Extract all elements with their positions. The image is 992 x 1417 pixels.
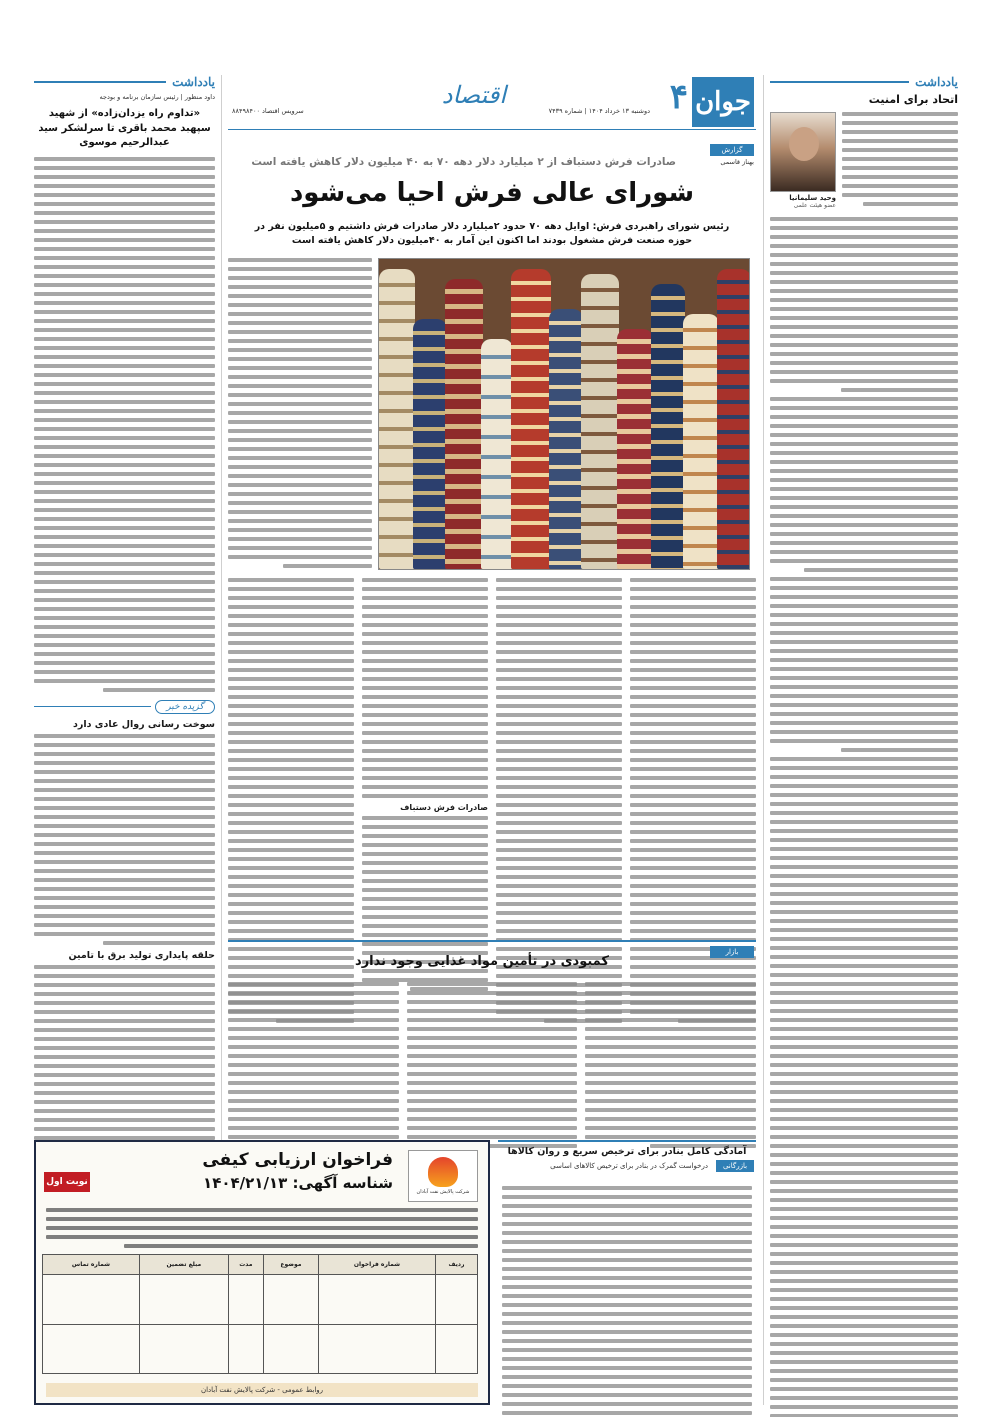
ad-body (46, 1208, 478, 1253)
newspaper-logo: جوان (692, 77, 754, 127)
right-section-tag (770, 75, 958, 89)
table-row (43, 1275, 478, 1325)
ports-article-headline: آمادگی کامل بنادر برای ترخیص سریع و روان کالاها (507, 1146, 747, 1157)
table-header: موضوع (264, 1255, 319, 1275)
left-column-title: «تداوم راه یزدان‌زاده» از شهید سپهبد محمد باقری تا سرلشکر سید عبدالرحیم موسوی (38, 108, 211, 148)
news-item-1-body (34, 734, 215, 945)
right-column-title: اتحاد برای امنیت (868, 93, 958, 106)
issue-info: دوشنبه ۱۳ خرداد ۱۴۰۴ | شماره ۷۴۳۹ (548, 107, 650, 115)
left-column-meta: داود منظور | رئیس سازمان برنامه و بودجه (99, 93, 215, 101)
table-header: ردیف (436, 1255, 478, 1275)
table-header: شماره فراخوان (318, 1255, 435, 1275)
refinery-logo-caption: شرکت پالایش نفت آبادان (416, 1189, 470, 1195)
page-number: ۴ (669, 77, 688, 117)
table-header: مبلغ تضمین (139, 1255, 228, 1275)
news-item-1-title: سوخت رسانی روال عادی دارد (73, 718, 215, 730)
article-subhead: صادرات فرش دستباف از ۲ میلیارد دلار دهه ۷۰ به ۴۰ میلیون دلار کاهش یافته است (251, 156, 676, 168)
author-photo (770, 112, 836, 192)
tender-advertisement (34, 1140, 490, 1405)
food-article-headline: کمبودی در تأمین مواد غذایی وجود ندارد (355, 954, 609, 969)
ad-footer: روابط عمومی - شرکت پالایش نفت آبادان (46, 1383, 478, 1397)
ad-notice-id: شناسه آگهی: ۱۴۰۴/۲۱/۱۳ (203, 1174, 393, 1192)
news-digest-tag (34, 700, 215, 714)
author-role: عضو هیئت علمی (793, 202, 836, 209)
table-header: شماره تماس (43, 1255, 140, 1275)
page-masthead (228, 75, 756, 130)
ad-round-badge: نوبت اول (44, 1172, 90, 1192)
inline-subhead: صادرات فرش دستباف (400, 803, 488, 812)
article-reporter: بهناز قاسمی (720, 158, 754, 166)
ad-title: فراخوان ارزیابی کیفی (202, 1150, 393, 1170)
ports-article-badge: بازرگانی (716, 1160, 754, 1172)
article-lead: رئیس شورای راهبردی فرش: اوایل دهه ۷۰ حدود ۲میلیارد دلار صادرات فرش داشتیم و ۵میلیون نفر در حوزه صنعت فرش مشغول بودند اما اکنون این آمار به ۴۰میلیون دلار کاهش یافته است (254, 221, 730, 247)
left-column-body (34, 157, 215, 692)
flame-icon (428, 1157, 458, 1187)
tender-table (42, 1254, 478, 1374)
ports-article (498, 1140, 756, 1405)
left-section-tag (34, 75, 215, 89)
refinery-logo (408, 1150, 478, 1202)
food-article-badge: بازار (710, 946, 754, 958)
author-name: وحید سلیمانیا (789, 194, 836, 202)
news-item-2-title: حلقه پایداری تولید برق با تامین (68, 949, 215, 961)
left-section-label: یادداشت (172, 75, 215, 89)
right-section-label: یادداشت (915, 75, 958, 89)
author-box (770, 112, 958, 211)
ports-article-body (502, 1186, 752, 1417)
table-header: مدت (228, 1255, 263, 1275)
section-title: اقتصاد (441, 81, 506, 109)
main-article (228, 138, 756, 938)
food-supply-article (228, 940, 756, 1140)
right-column (763, 75, 958, 1405)
news-digest-label: گزیده خبر (155, 700, 215, 714)
ports-article-subhead: درخواست گمرک در بنادر برای ترخیص کالاهای اساسی (550, 1162, 708, 1170)
table-row (43, 1324, 478, 1374)
article-kicker: گزارش (710, 144, 754, 156)
article-headline: شورای عالی فرش احیا می‌شود (289, 178, 695, 208)
right-column-body (770, 217, 958, 1417)
carpet-photo (378, 258, 750, 570)
article-left-column (228, 258, 372, 573)
desk-contact: سرویس اقتصاد ۸۸۴۹۸۴۰۰ (232, 107, 304, 115)
